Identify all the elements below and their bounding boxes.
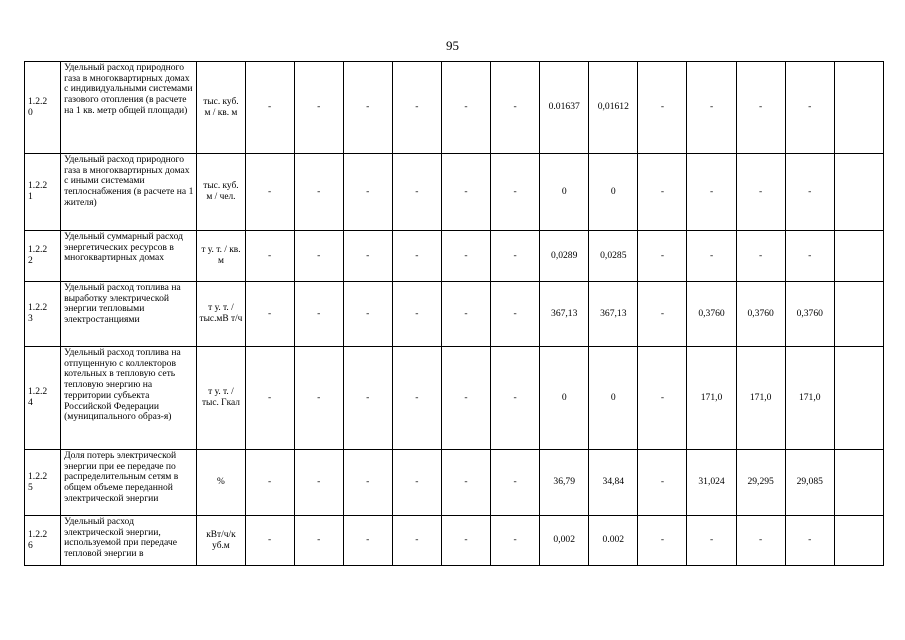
value-cell (834, 231, 883, 282)
value-cell: 0,3760 (785, 282, 834, 347)
row-code: 1.2.2 6 (25, 516, 61, 566)
row-unit: т у. т. / кв. м (197, 231, 245, 282)
row-name: Удельный расход природного газа в многоквартирных домах с индивидуальными системами газового отопления (в расчете на 1 кв. метр общей площади) (61, 62, 197, 154)
value-cell: - (294, 62, 343, 154)
value-cell (834, 62, 883, 154)
value-cell: - (638, 347, 687, 450)
value-cell: - (245, 62, 294, 154)
value-cell: - (491, 154, 540, 231)
value-cell: - (687, 154, 736, 231)
value-cell: - (441, 231, 490, 282)
value-cell: - (736, 231, 785, 282)
value-cell: - (343, 282, 392, 347)
value-cell: 29,295 (736, 450, 785, 516)
value-cell: 0,0289 (540, 231, 589, 282)
value-cell: - (245, 516, 294, 566)
value-cell (834, 450, 883, 516)
row-unit: тыс. куб. м / кв. м (197, 62, 245, 154)
value-cell: 0,002 (540, 516, 589, 566)
value-cell: - (392, 154, 441, 231)
value-cell: 0.01637 (540, 62, 589, 154)
value-cell: 36,79 (540, 450, 589, 516)
row-name: Удельный расход топлива на выработку электрической энергии тепловыми электростанциями (61, 282, 197, 347)
value-cell: - (638, 516, 687, 566)
value-cell: - (441, 516, 490, 566)
value-cell: - (491, 347, 540, 450)
value-cell: 171,0 (785, 347, 834, 450)
value-cell: 171,0 (736, 347, 785, 450)
value-cell: - (736, 516, 785, 566)
value-cell: - (294, 347, 343, 450)
value-cell: - (491, 231, 540, 282)
value-cell: - (343, 347, 392, 450)
value-cell: - (687, 516, 736, 566)
value-cell: - (441, 450, 490, 516)
row-code: 1.2.2 5 (25, 450, 61, 516)
value-cell: - (785, 231, 834, 282)
value-cell: 367,13 (540, 282, 589, 347)
value-cell: 0 (589, 154, 638, 231)
table-row (25, 282, 884, 347)
value-cell: - (491, 62, 540, 154)
value-cell: - (343, 450, 392, 516)
value-cell: - (392, 62, 441, 154)
value-cell: 29,085 (785, 450, 834, 516)
value-cell: - (638, 282, 687, 347)
value-cell: - (736, 154, 785, 231)
value-cell: - (785, 154, 834, 231)
row-name: Удельный расход топлива на отпущенную с коллекторов котельных в тепловую сеть тепловую энергию на территории субъекта Российской Федерации (муниципального образ-я) (61, 347, 197, 450)
page-number: 95 (446, 38, 459, 53)
table-row (25, 450, 884, 516)
value-cell: 0,3760 (736, 282, 785, 347)
value-cell: - (785, 62, 834, 154)
value-cell: - (392, 282, 441, 347)
value-cell: - (441, 282, 490, 347)
value-cell: - (294, 450, 343, 516)
value-cell: - (441, 347, 490, 450)
value-cell: - (294, 231, 343, 282)
table-row (25, 154, 884, 231)
row-name: Удельный расход природного газа в многоквартирных домах с иными системами теплоснабжения (в расчете на 1 жителя) (61, 154, 197, 231)
row-unit: т у. т. / тыс. Гкал (197, 347, 245, 450)
value-cell (834, 516, 883, 566)
value-cell (834, 154, 883, 231)
table-row (25, 231, 884, 282)
value-cell: - (638, 231, 687, 282)
row-code: 1.2.2 3 (25, 282, 61, 347)
value-cell: - (392, 516, 441, 566)
value-cell: - (245, 450, 294, 516)
row-name: Удельный расход электрической энергии, используемой при передаче тепловой энергии в (61, 516, 197, 566)
value-cell: - (245, 347, 294, 450)
value-cell: 31,024 (687, 450, 736, 516)
value-cell: - (245, 282, 294, 347)
value-cell: - (343, 154, 392, 231)
value-cell: - (343, 231, 392, 282)
row-unit: кВт/ч/к уб.м (197, 516, 245, 566)
value-cell: - (491, 450, 540, 516)
value-cell: - (638, 154, 687, 231)
value-cell: - (294, 282, 343, 347)
table-row (25, 347, 884, 450)
value-cell: - (638, 450, 687, 516)
value-cell: 171,0 (687, 347, 736, 450)
value-cell: - (441, 154, 490, 231)
value-cell: 0.002 (589, 516, 638, 566)
row-name: Удельный суммарный расход энергетических ресурсов в многоквартирных домах (61, 231, 197, 282)
row-code: 1.2.2 4 (25, 347, 61, 450)
value-cell: - (245, 154, 294, 231)
value-cell: 0 (540, 154, 589, 231)
value-cell: - (294, 516, 343, 566)
value-cell: 0,0285 (589, 231, 638, 282)
value-cell: - (491, 516, 540, 566)
value-cell: - (785, 516, 834, 566)
row-unit: т у. т. / тыс.мВ т/ч (197, 282, 245, 347)
value-cell (834, 282, 883, 347)
value-cell: 0 (589, 347, 638, 450)
value-cell: - (687, 62, 736, 154)
value-cell: - (638, 62, 687, 154)
value-cell: 0,3760 (687, 282, 736, 347)
value-cell: - (441, 62, 490, 154)
value-cell: - (245, 231, 294, 282)
value-cell: - (491, 282, 540, 347)
row-code: 1.2.2 0 (25, 62, 61, 154)
row-code: 1.2.2 1 (25, 154, 61, 231)
value-cell: 0 (540, 347, 589, 450)
table-row (25, 62, 884, 154)
value-cell: - (343, 62, 392, 154)
value-cell: - (294, 154, 343, 231)
row-code: 1.2.2 2 (25, 231, 61, 282)
value-cell: 0,01612 (589, 62, 638, 154)
value-cell: - (687, 231, 736, 282)
value-cell (834, 347, 883, 450)
table-row (25, 516, 884, 566)
value-cell: - (736, 62, 785, 154)
value-cell: - (392, 347, 441, 450)
row-unit: % (197, 450, 245, 516)
value-cell: 367,13 (589, 282, 638, 347)
value-cell: - (392, 231, 441, 282)
row-name: Доля потерь электрической энергии при ее передаче по распределительным сетям в общем объеме переданной электрической энергии (61, 450, 197, 516)
row-unit: тыс. куб. м / чел. (197, 154, 245, 231)
indicators-table (24, 61, 884, 566)
value-cell: 34,84 (589, 450, 638, 516)
value-cell: - (392, 450, 441, 516)
value-cell: - (343, 516, 392, 566)
